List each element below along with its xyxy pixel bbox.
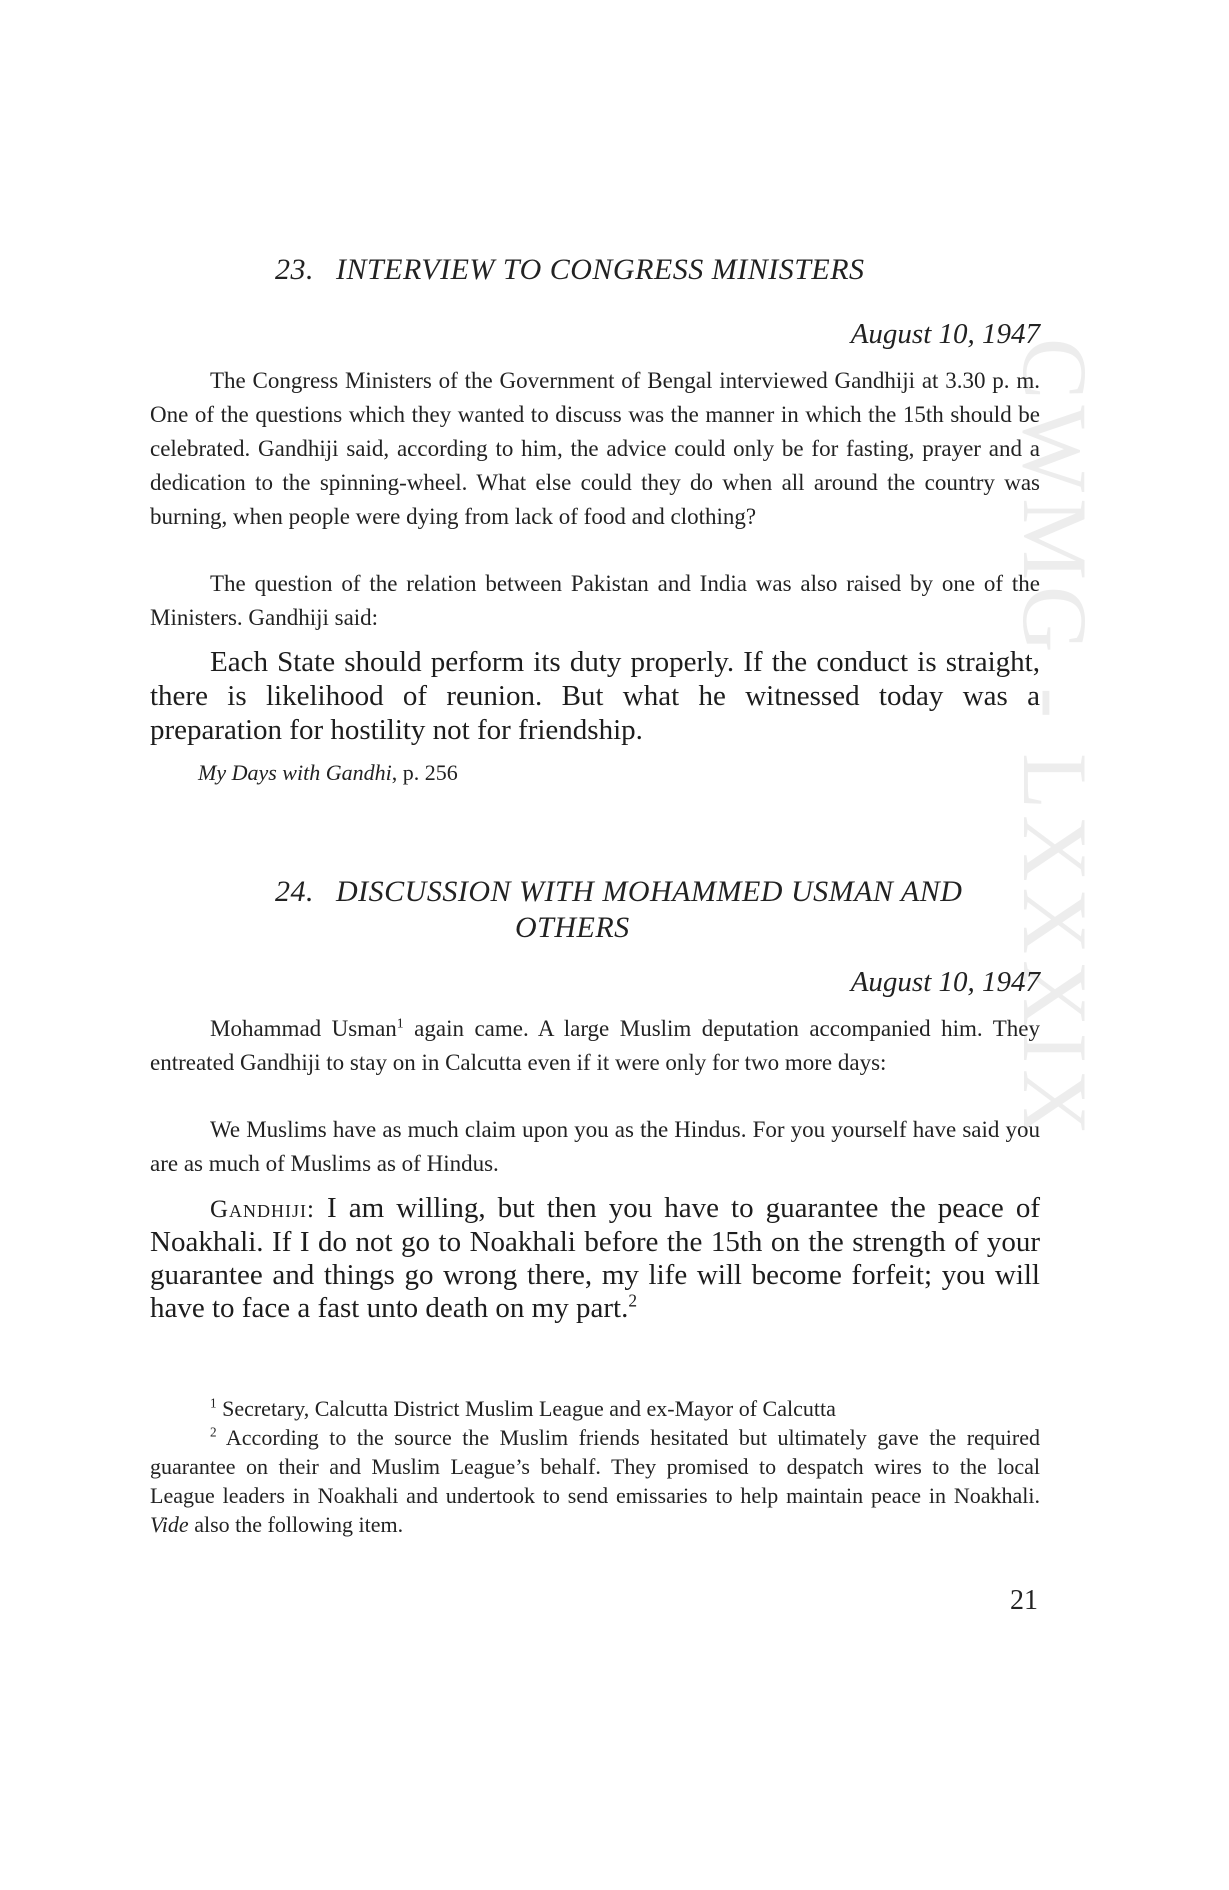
footnote-2 <box>150 1423 1040 1539</box>
footnotes <box>150 1394 1040 1539</box>
usman-name: Mohammad Usman <box>210 1016 397 1041</box>
section-24-heading <box>275 874 962 910</box>
footnote-ref-1: 1 <box>396 1015 404 1031</box>
gandhiji-speech <box>150 1192 1040 1325</box>
section-24-paragraph-1 <box>150 1012 1040 1080</box>
speech-text: I am willing, but then you have to guarantee the peace of Noakhali. If I do not go to Noakhali before the 15th on the strength of your guarantee and things go wrong there, my life will become forfeit; you will have to face a fast unto death on my part. <box>150 1192 1040 1324</box>
footnote-2-vide: Vide <box>150 1512 189 1537</box>
section-23-paragraph-2: The question of the relation between Pakistan and India was also raised by one of the Ministers. Gandhiji said: <box>150 571 1040 630</box>
section-24-paragraph-1-rest: again came. A large Muslim deputation accompanied him. They entreated Gandhiji to stay on in Calcutta even if it were only for two more days: <box>150 1016 1040 1075</box>
section-23-source <box>198 760 458 786</box>
section-24-title-line-1: DISCUSSION WITH MOHAMMED USMAN AND <box>336 875 963 908</box>
source-title: My Days with Gandhi <box>198 760 392 785</box>
watermark: CWMG - LXXXIX <box>1004 338 1106 1142</box>
section-23-heading <box>275 252 865 288</box>
section-24-number: 24. <box>275 875 314 908</box>
section-23-date: August 10, 1947 <box>850 318 1040 350</box>
section-23-title: INTERVIEW TO CONGRESS MINISTERS <box>336 253 865 286</box>
footnote-1-mark: 1 <box>210 1395 217 1411</box>
section-23-number: 23. <box>275 253 314 286</box>
footnote-2-text-a: According to the source the Muslim friends hesitated but ultimately gave the required guarantee on their and Muslim League’s behalf. They promised to despatch wires to the local League leaders in Noakhali and undertook to send emissaries to help maintain peace in Noakhali. <box>150 1425 1040 1508</box>
section-23-quote: Each State should perform its duty properly. If the conduct is straight, there is likelihood of reunion. But what he witnessed today was a preparation for hostility not for friendship. <box>150 646 1040 746</box>
footnote-1-text: Secretary, Calcutta District Muslim League and ex-Mayor of Calcutta <box>216 1396 836 1421</box>
section-23-paragraph-1: The Congress Ministers of the Government of Bengal interviewed Gandhiji at 3.30 p. m. One of the questions which they wanted to discuss was the manner in which the 15th should be celebrated. Gandhiji said, according to him, the advice could only be for fasting, prayer and a dedication to the spinning-wheel. What else could they do when all around the country was burning, when people were dying from lack of food and clothing? <box>150 368 1040 529</box>
footnote-2-mark: 2 <box>210 1424 217 1440</box>
section-24-heading-line-2 <box>515 910 630 946</box>
footnote-ref-2: 2 <box>628 1290 638 1311</box>
footnote-2-text-b: also the following item. <box>188 1512 404 1537</box>
speaker-name: Gandhiji: <box>210 1196 315 1223</box>
section-24-title-line-2: OTHERS <box>515 911 630 944</box>
footnote-1 <box>150 1394 1040 1423</box>
section-24-date: August 10, 1947 <box>850 966 1040 998</box>
source-page: , p. 256 <box>391 760 458 785</box>
page-number: 21 <box>1010 1585 1038 1616</box>
section-24-paragraph-2: We Muslims have as much claim upon you as the Hindus. For you yourself have said you are as much of Muslims as of Hindus. <box>150 1117 1040 1176</box>
